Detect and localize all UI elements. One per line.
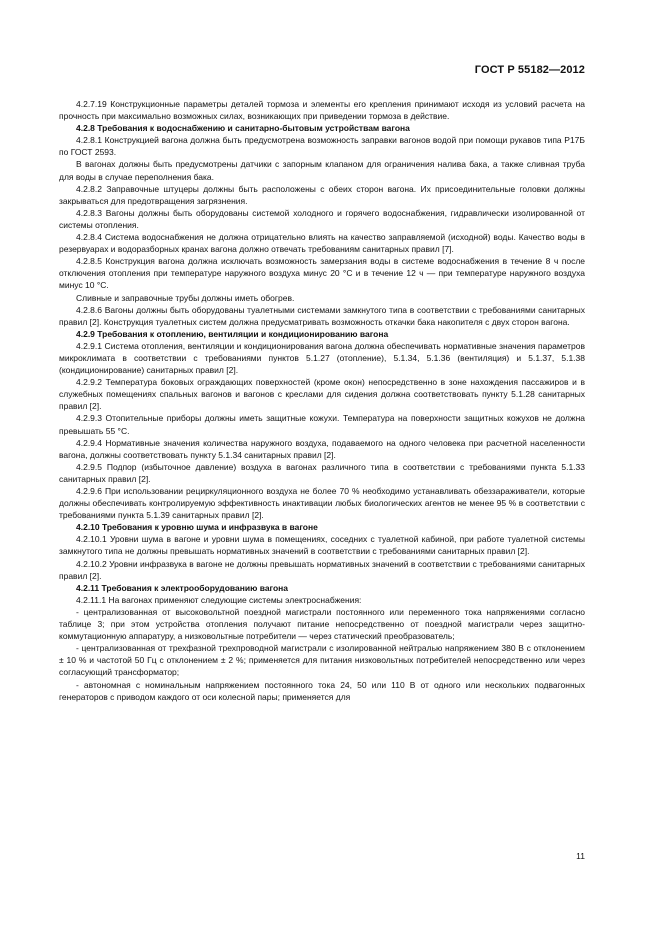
paragraph: 4.2.8.4 Система водоснабжения не должна отрицательно влиять на качество заправляемой (исходной) воды. Качество воды в резервуарах и водоразборных кранах вагона должно отвечать требованиям санитарных правил [7].: [59, 232, 585, 255]
paragraph: 4.2.9.1 Система отопления, вентиляции и кондиционирования вагона должна обеспечивать нормативные значения параметров микроклимата в соответствии с требованиями пунктов 5.1.27 (отопление), 5.1.34, 5.1.36 (вентиляция) и 5.1.37, 5.1.38 (кондиционирование) санитарных правил [2].: [59, 340, 585, 376]
section-heading: 4.2.10 Требования к уровню шума и инфразвука в вагоне: [76, 522, 318, 533]
paragraph: 4.2.8.1 Конструкцией вагона должна быть предусмотрена возможность заправки вагонов водой при помощи рукавов типа Р17Б по ГОСТ 2593.: [59, 135, 585, 158]
paragraph: 4.2.8.5 Конструкция вагона должна исключать возможность замерзания воды в системе водоснабжения в течение 8 ч после отключения отопления при температуре наружного воздуха минус 20 °С и в течение 12 ч — при температуре наружного воздуха минус 10 °С.: [59, 256, 585, 291]
section-heading: 4.2.9 Требования к отоплению, вентиляции и кондиционированию вагона: [76, 328, 389, 339]
standard-designation: ГОСТ Р 55182—2012: [474, 64, 585, 76]
section-heading: 4.2.11 Требования к электрооборудованию вагона: [76, 582, 289, 593]
paragraph: 4.2.8.6 Вагоны должны быть оборудованы туалетными системами замкнутого типа в соответствии с требованиями санитарных правил [2]. Конструкция туалетных систем должна предусматривать возможность откачки бака накопителя с двух сторон вагона.: [59, 304, 585, 327]
paragraph: 4.2.9.4 Нормативные значения количества наружного воздуха, подаваемого на одного человека при расчетной населенности вагона, должны соответствовать пункту 5.1.34 санитарных правил [2].: [59, 437, 585, 460]
paragraph: 4.2.8.2 Заправочные штуцеры должны быть расположены с обеих сторон вагона. Их присоединительные головки должны закрываться для предотвращения загрязнения.: [59, 183, 585, 206]
paragraph: 4.2.7.19 Конструкционные параметры деталей тормоза и элементы его крепления принимают исходя из условий расчета на прочность при максимально возможных силах, возникающих при приведении тормоза в действие.: [59, 99, 585, 122]
list-item: - автономная с номинальным напряжением постоянного тока 24, 50 или 110 В от одного или нескольких подвагонных генераторов с приводом каждого от оси колесной пары; применяется для: [59, 679, 585, 702]
paragraph: 4.2.11.1 На вагонах применяют следующие системы электроснабжения:: [76, 594, 362, 605]
paragraph: 4.2.10.1 Уровни шума в вагоне и уровни шума в помещениях, соседних с туалетной кабиной, при работе туалетной системы замкнутого типа не должны превышать нормативных значений в соответствии с требованиями санитарных правил [2].: [59, 534, 585, 557]
paragraph: 4.2.9.2 Температура боковых ограждающих поверхностей (кроме окон) непосредственно в зоне нахождения пассажиров и в служебных помещениях спальных вагонов и вагонов с креслами для сидения должна соответствовать пункту 5.1.28 санитарных правил [2].: [59, 377, 585, 412]
document-body: [59, 98, 585, 703]
paragraph: Сливные и заправочные трубы должны иметь обогрев.: [76, 292, 295, 303]
paragraph: 4.2.9.6 При использовании рециркуляционного воздуха не более 70 % необходимо устанавливать обеззараживатели, которые должны обеспечивать контролируемую эффективность инактивации любых биологических агентов не менее 95 % в соответствии с требованиями пункта 5.1.39 санитарных правил [2].: [59, 486, 585, 521]
paragraph: 4.2.10.2 Уровни инфразвука в вагоне не должны превышать нормативных значений в соответствии с требованиями санитарных правил [2].: [59, 558, 585, 581]
paragraph: 4.2.9.3 Отопительные приборы должны иметь защитные кожухи. Температура на поверхности защитных кожухов не должна превышать 55 °С.: [59, 413, 585, 436]
section-heading: 4.2.8 Требования к водоснабжению и санитарно-бытовым устройствам вагона: [76, 123, 410, 134]
paragraph: 4.2.9.5 Подпор (избыточное давление) воздуха в вагонах различного типа в соответствии с требованиями пункта 5.1.33 санитарных правил [2].: [59, 461, 585, 484]
paragraph: 4.2.8.3 Вагоны должны быть оборудованы системой холодного и горячего водоснабжения, гидравлически изолированной от системы отопления.: [59, 207, 585, 230]
list-item: - централизованная от трехфазной трехпроводной магистрали с изолированной нейтралью напряжением 380 В с отклонением ± 10 % и частотой 50 Гц с отклонением ± 2 %; применяется для питания низковольтных потребителей непосредственно или через согласующий трансформатор;: [59, 643, 585, 678]
page-number: 11: [576, 851, 585, 861]
paragraph: В вагонах должны быть предусмотрены датчики с запорным клапаном для ограничения налива бака, а также сливная труба для воды в случае переполнения бака.: [59, 159, 585, 182]
list-item: - централизованная от высоковольтной поездной магистрали постоянного или переменного тока напряжениями согласно таблице 3; при этом устройства отопления получают питание непосредственно от поездной магистрали через защитно-коммутационную аппаратуру, а низковольтные потребители — через статический преобразователь;: [59, 606, 585, 642]
